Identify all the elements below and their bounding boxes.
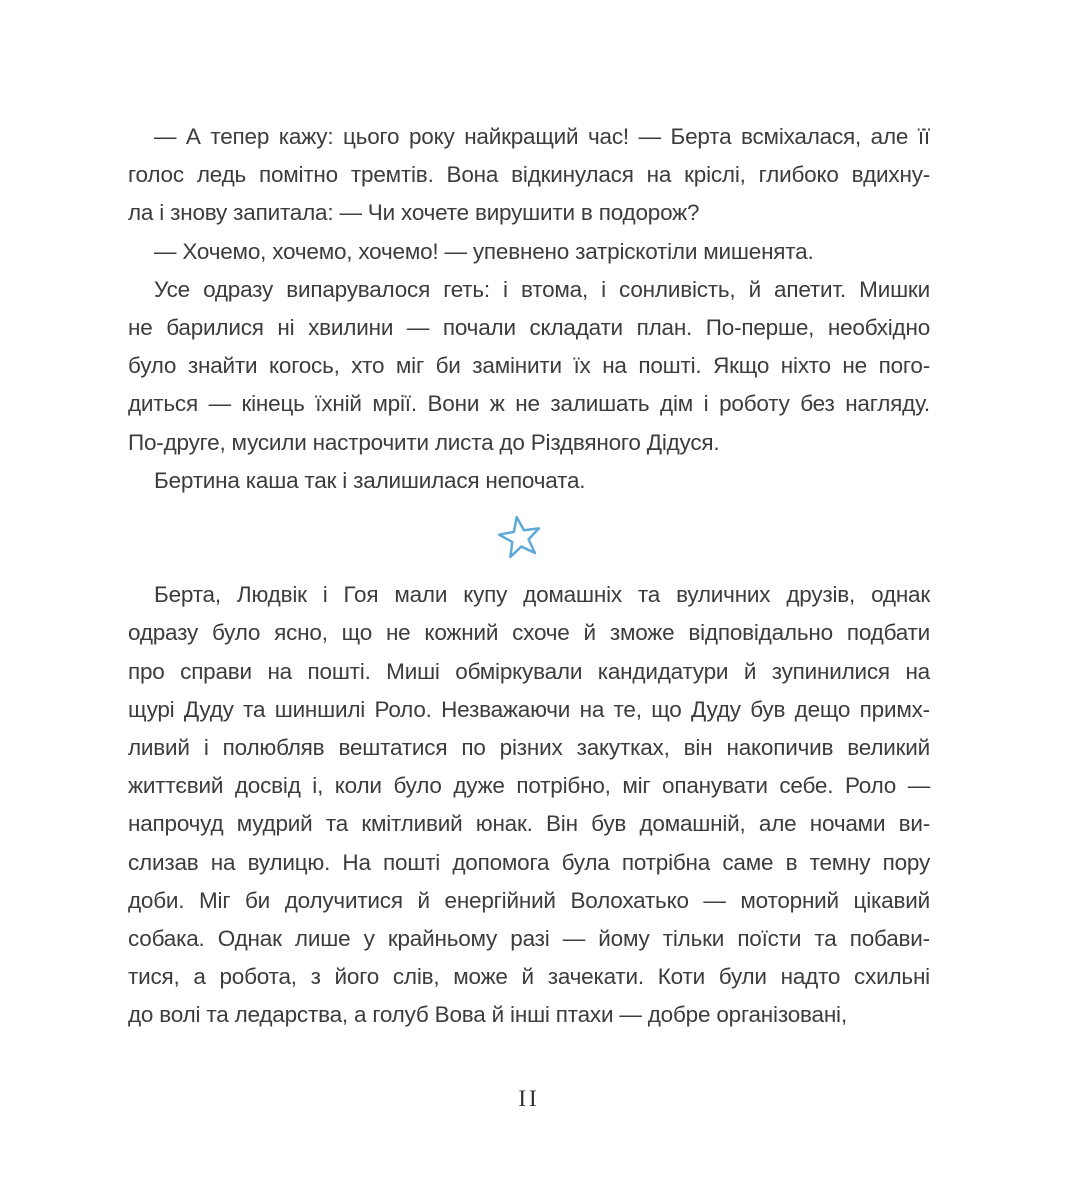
page-footer [128,1086,930,1124]
star-icon [490,508,549,567]
text-line: Усе одразу випарувалося геть: і втома, і сонливість, й апетит. Мишки [154,276,930,302]
text-line: про справи на пошті. Миші обміркували кандидатури й зупинилися на [128,658,930,684]
star-divider [128,500,930,576]
text-line: слизав на вулицю. На пошті допомога була потрібна саме в темну пору [128,849,930,875]
text-line: ливий і полюбляв вештатися по різних закутках, він накопичив великий [128,735,931,761]
page-number: II [518,1086,540,1111]
paragraphs-after-divider [128,576,930,1034]
text-line: одразу було ясно, що не кожний схоче й зможе відповідально подбати [128,620,931,646]
text-line: доби. Міг би долучитися й енергійний Волохатько — моторний цікавий [128,887,930,913]
text-line: не барилися ні хвилини — почали складати план. По-перше, необхідно [128,314,931,340]
text-line: Берта, Людвік і Гоя мали купу домашніх та вуличних друзів, однак [154,582,931,608]
text-line: щурі Дуду та шиншилі Роло. Незважаючи на те, що Дуду був дещо примх- [128,696,930,722]
text-line: По-друге, мусили настрочити листа до Різдвяного Дідуся. [128,429,720,455]
text-line: ла і знову запитала: — Чи хочете вирушити в подорож? [128,200,700,226]
paragraphs-before-divider [128,118,930,500]
text-line: тися, а робота, з його слів, може й зачекати. Коти були надто схильні [128,964,930,990]
text-line: — А тепер кажу: цього року найкращий час! — Берта всміхалася, але її [154,124,930,149]
text-line: Бертина каша так і залишилася непочата. [154,467,586,493]
text-line: життєвий досвід і, коли було дуже потрібно, міг опанувати себе. Роло — [128,773,931,799]
text-line: було знайти когось, хто міг би замінити їх на пошті. Якщо ніхто не пого- [128,353,931,379]
text-line: — Хочемо, хочемо, хочемо! — упевнено затріскотіли мишенята. [154,238,814,264]
text-line: голос ледь помітно тремтів. Вона відкинулася на кріслі, глибоко вдихну- [128,162,931,188]
text-line: диться — кінець їхній мрії. Вони ж не залишать дім і роботу без нагляду. [128,391,930,417]
text-line: собака. Однак лише у крайньому разі — йому тільки поїсти та побави- [128,925,930,951]
text-block [128,118,930,1035]
text-line: напрочуд мудрий та кмітливий юнак. Він був домашній, але ночами ви- [128,811,931,837]
text-line: до волі та ледарства, а голуб Вова й інші птахи — добре організовані, [128,1002,847,1028]
